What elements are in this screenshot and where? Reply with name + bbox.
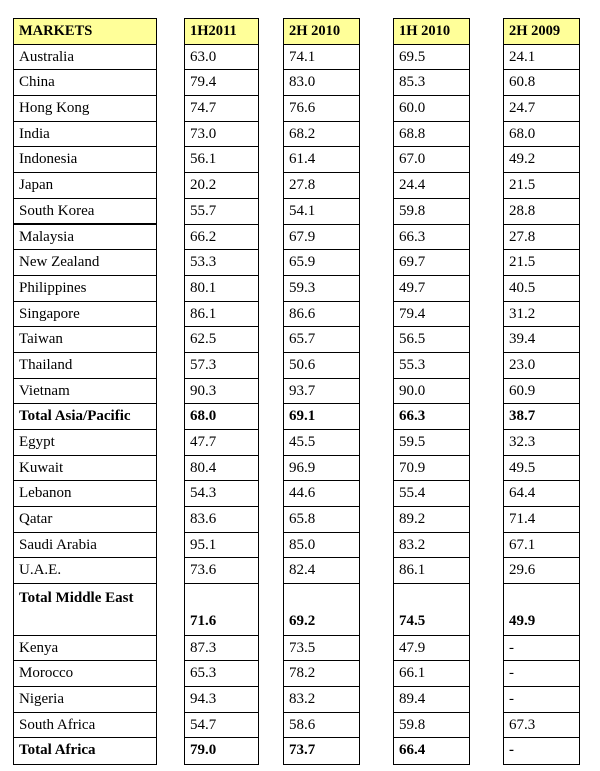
value-1h2011: 87.3 bbox=[185, 636, 258, 662]
value-1h2011: 83.6 bbox=[185, 507, 258, 533]
value-2h2010: 86.6 bbox=[284, 302, 359, 328]
value-1h2010: 66.3 bbox=[394, 225, 469, 251]
value-1h2010: 60.0 bbox=[394, 96, 469, 122]
value-1h2011: 66.2 bbox=[185, 225, 258, 251]
market-cell: Malaysia bbox=[14, 225, 156, 251]
value-2h2009: 68.0 bbox=[504, 122, 579, 148]
market-cell: Kuwait bbox=[14, 456, 156, 482]
value-1h2011: 62.5 bbox=[185, 327, 258, 353]
value-2h2009: 31.2 bbox=[504, 302, 579, 328]
value-1h2010: 49.7 bbox=[394, 276, 469, 302]
market-cell: Vietnam bbox=[14, 379, 156, 405]
value-1h2010-total: 66.3 bbox=[394, 404, 469, 430]
market-cell: New Zealand bbox=[14, 250, 156, 276]
value-2h2009: 67.3 bbox=[504, 713, 579, 739]
market-cell: South Africa bbox=[14, 713, 156, 739]
value-2h2009: 60.9 bbox=[504, 379, 579, 405]
value-1h2010: 69.5 bbox=[394, 45, 469, 71]
value-1h2010: 67.0 bbox=[394, 147, 469, 173]
value-2h2009: 67.1 bbox=[504, 533, 579, 559]
value-1h2010: 79.4 bbox=[394, 302, 469, 328]
value-2h2010-total: 69.1 bbox=[284, 404, 359, 430]
value-2h2009: 32.3 bbox=[504, 430, 579, 456]
column-1h2010 bbox=[393, 18, 470, 765]
value-2h2009: 49.5 bbox=[504, 456, 579, 482]
market-cell: Thailand bbox=[14, 353, 156, 379]
value-1h2011-total: 79.0 bbox=[190, 742, 217, 759]
value-1h2010: 70.9 bbox=[394, 456, 469, 482]
market-cell-total: Total Middle East bbox=[14, 584, 156, 635]
market-cell: Egypt bbox=[14, 430, 156, 456]
value-2h2009-total: 38.7 bbox=[504, 404, 579, 430]
value-2h2009: 64.4 bbox=[504, 481, 579, 507]
value-2h2010: 65.9 bbox=[284, 250, 359, 276]
market-cell: Kenya bbox=[14, 636, 156, 662]
value-2h2009: 39.4 bbox=[504, 327, 579, 353]
market-cell: Saudi Arabia bbox=[14, 533, 156, 559]
value-1h2010: 69.7 bbox=[394, 250, 469, 276]
value-1h2011: 95.1 bbox=[185, 533, 258, 559]
value-2h2009: 27.8 bbox=[504, 225, 579, 251]
value-2h2010: 96.9 bbox=[284, 456, 359, 482]
market-cell: India bbox=[14, 122, 156, 148]
value-2h2010: 65.7 bbox=[284, 327, 359, 353]
value-1h2011-total: 71.6 bbox=[185, 584, 258, 635]
value-1h2010-total: 74.5 bbox=[394, 584, 469, 635]
value-2h2009-total: - bbox=[509, 742, 514, 759]
column-1h2011 bbox=[184, 18, 259, 765]
value-1h2010: 56.5 bbox=[394, 327, 469, 353]
value-2h2010: 78.2 bbox=[284, 661, 359, 687]
value-1h2010-total: 66.4 bbox=[399, 742, 426, 759]
market-cell: Qatar bbox=[14, 507, 156, 533]
value-2h2010-total: 73.7 bbox=[289, 742, 316, 759]
value-2h2009: 49.2 bbox=[504, 147, 579, 173]
value-1h2010: 59.8 bbox=[394, 199, 469, 225]
value-2h2010: 27.8 bbox=[284, 173, 359, 199]
value-2h2009: 28.8 bbox=[504, 199, 579, 225]
market-cell: Taiwan bbox=[14, 327, 156, 353]
value-2h2010: 65.8 bbox=[284, 507, 359, 533]
market-cell: U.A.E. bbox=[14, 558, 156, 584]
value-1h2011: 53.3 bbox=[185, 250, 258, 276]
value-2h2009: 21.5 bbox=[504, 173, 579, 199]
value-1h2011: 80.4 bbox=[185, 456, 258, 482]
value-1h2010: 86.1 bbox=[394, 558, 469, 584]
value-2h2010: 44.6 bbox=[284, 481, 359, 507]
value-1h2011: 56.1 bbox=[185, 147, 258, 173]
value-2h2010: 50.6 bbox=[284, 353, 359, 379]
value-2h2010: 74.1 bbox=[284, 45, 359, 71]
value-2h2010: 93.7 bbox=[284, 379, 359, 405]
markets-header: MARKETS bbox=[14, 19, 156, 45]
value-2h2010: 73.5 bbox=[284, 636, 359, 662]
value-2h2009: 60.8 bbox=[504, 70, 579, 96]
value-2h2010: 67.9 bbox=[284, 225, 359, 251]
value-2h2010: 82.4 bbox=[284, 558, 359, 584]
value-1h2011: 74.7 bbox=[185, 96, 258, 122]
value-2h2010: 68.2 bbox=[284, 122, 359, 148]
value-1h2010: 47.9 bbox=[394, 636, 469, 662]
value-2h2009: 21.5 bbox=[504, 250, 579, 276]
value-1h2011: 86.1 bbox=[185, 302, 258, 328]
header-1h2010: 1H 2010 bbox=[394, 19, 469, 45]
value-2h2009: 23.0 bbox=[504, 353, 579, 379]
value-1h2010: 55.3 bbox=[394, 353, 469, 379]
value-2h2010: 83.2 bbox=[284, 687, 359, 713]
value-1h2010: 59.5 bbox=[394, 430, 469, 456]
value-2h2010: 76.6 bbox=[284, 96, 359, 122]
market-cell: Indonesia bbox=[14, 147, 156, 173]
value-1h2011: 94.3 bbox=[185, 687, 258, 713]
value-1h2010: 55.4 bbox=[394, 481, 469, 507]
value-2h2010: 58.6 bbox=[284, 713, 359, 739]
value-1h2011-total: 68.0 bbox=[185, 404, 258, 430]
value-2h2009: 24.7 bbox=[504, 96, 579, 122]
value-1h2010: 89.2 bbox=[394, 507, 469, 533]
value-1h2010: 66.1 bbox=[394, 661, 469, 687]
value-2h2010: 45.5 bbox=[284, 430, 359, 456]
market-cell: Hong Kong bbox=[14, 96, 156, 122]
value-2h2009: - bbox=[504, 687, 579, 713]
market-cell-total: Total Africa bbox=[19, 742, 96, 759]
market-cell: China bbox=[14, 70, 156, 96]
market-cell: South Korea bbox=[14, 199, 156, 225]
header-2h2009: 2H 2009 bbox=[504, 19, 579, 45]
header-2h2010: 2H 2010 bbox=[284, 19, 359, 45]
value-1h2011: 55.7 bbox=[185, 199, 258, 225]
value-2h2009: 71.4 bbox=[504, 507, 579, 533]
value-2h2010: 54.1 bbox=[284, 199, 359, 225]
value-2h2009: 40.5 bbox=[504, 276, 579, 302]
value-2h2010-total: 69.2 bbox=[284, 584, 359, 635]
value-1h2010: 59.8 bbox=[394, 713, 469, 739]
value-1h2011: 47.7 bbox=[185, 430, 258, 456]
value-1h2011: 90.3 bbox=[185, 379, 258, 405]
value-1h2010: 68.8 bbox=[394, 122, 469, 148]
value-2h2010: 83.0 bbox=[284, 70, 359, 96]
value-1h2010: 90.0 bbox=[394, 379, 469, 405]
market-cell: Japan bbox=[14, 173, 156, 199]
market-cell: Lebanon bbox=[14, 481, 156, 507]
value-1h2010: 89.4 bbox=[394, 687, 469, 713]
value-1h2011: 73.6 bbox=[185, 558, 258, 584]
markets-column bbox=[13, 18, 157, 765]
value-2h2010: 61.4 bbox=[284, 147, 359, 173]
value-1h2011: 79.4 bbox=[185, 70, 258, 96]
value-2h2009: 29.6 bbox=[504, 558, 579, 584]
value-1h2011: 80.1 bbox=[185, 276, 258, 302]
value-1h2011: 63.0 bbox=[185, 45, 258, 71]
value-2h2009: 24.1 bbox=[504, 45, 579, 71]
column-2h2010 bbox=[283, 18, 360, 765]
value-1h2010: 85.3 bbox=[394, 70, 469, 96]
market-cell: Philippines bbox=[14, 276, 156, 302]
value-2h2009-total: 49.9 bbox=[504, 584, 579, 635]
market-cell: Nigeria bbox=[14, 687, 156, 713]
value-2h2009: - bbox=[504, 636, 579, 662]
value-1h2010: 83.2 bbox=[394, 533, 469, 559]
value-1h2011: 57.3 bbox=[185, 353, 258, 379]
column-2h2009 bbox=[503, 18, 580, 765]
value-2h2010: 59.3 bbox=[284, 276, 359, 302]
value-1h2011: 65.3 bbox=[185, 661, 258, 687]
market-cell: Morocco bbox=[14, 661, 156, 687]
value-1h2011: 20.2 bbox=[185, 173, 258, 199]
market-cell: Australia bbox=[14, 45, 156, 71]
value-1h2011: 73.0 bbox=[185, 122, 258, 148]
value-2h2009: - bbox=[504, 661, 579, 687]
market-cell: Singapore bbox=[14, 302, 156, 328]
value-1h2010: 24.4 bbox=[394, 173, 469, 199]
value-2h2010: 85.0 bbox=[284, 533, 359, 559]
value-1h2011: 54.3 bbox=[185, 481, 258, 507]
header-1h2011: 1H2011 bbox=[185, 19, 258, 45]
value-1h2011: 54.7 bbox=[185, 713, 258, 739]
market-cell-total: Total Asia/Pacific bbox=[14, 404, 156, 430]
